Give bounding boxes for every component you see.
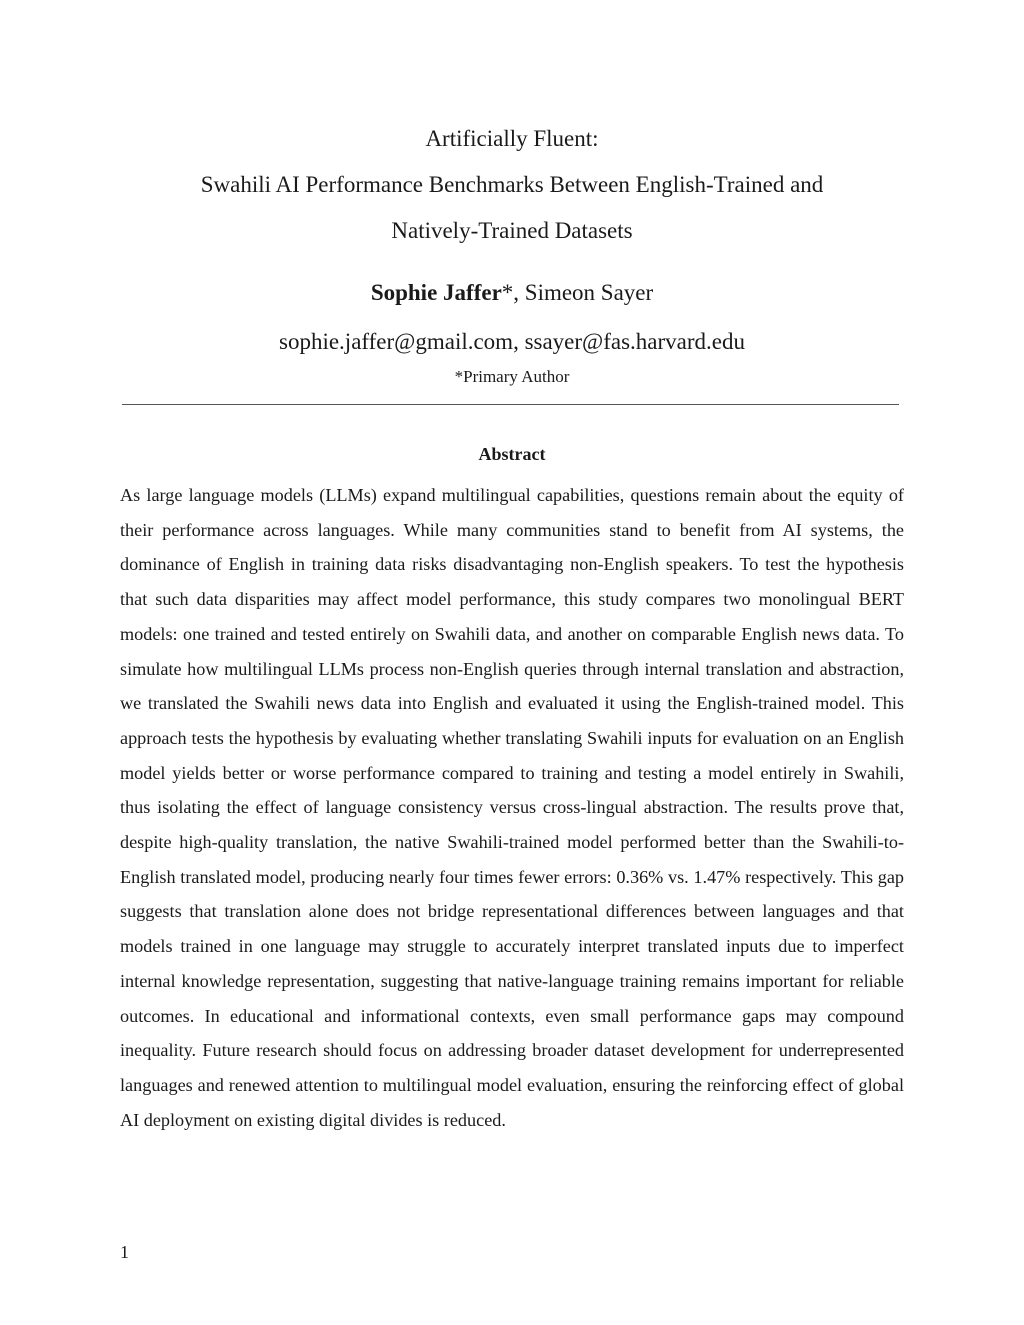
author-list	[120, 275, 904, 311]
secondary-author-name: Simeon Sayer	[524, 280, 654, 305]
title-line-3: Natively-Trained Datasets	[391, 218, 633, 243]
author-emails: sophie.jaffer@gmail.com, ssayer@fas.harvard.edu	[279, 329, 745, 354]
abstract-heading: Abstract	[478, 444, 546, 464]
primary-author-name: Sophie Jaffer	[370, 280, 502, 305]
author-separator: ,	[513, 280, 525, 305]
title-line-1: Artificially Fluent:	[425, 126, 599, 151]
primary-author-marker: *	[501, 280, 514, 305]
abstract-body: As large language models (LLMs) expand multilingual capabilities, questions remain about the equity of their performance across languages. While many communities stand to benefit from AI systems, the dominance of English in training data risks disadvantaging non-English speakers. To test the hypothesis that such data disparities may affect model performance, this study compares two monolingual BERT models: one trained and tested entirely on Swahili data, and another on comparable English news data. To simulate how multilingual LLMs process non-English queries through internal translation and abstraction, we translated the Swahili news data into English and evaluated it using the English-trained model. This approach tests the hypothesis by evaluating whether translating Swahili inputs for evaluation on an English model yields better or worse performance compared to training and testing a model entirely in Swahili, thus isolating the effect of language consistency versus cross-lingual abstraction. The results prove that, despite high-quality translation, the native Swahili-trained model performed better than the Swahili-to-English translated model, producing nearly four times fewer errors: 0.36% vs. 1.47% respectively. This gap suggests that translation alone does not bridge representational differences between languages and that models trained in one language may struggle to accurately interpret translated inputs due to imperfect internal knowledge representation, suggesting that native-language training remains important for reliable outcomes. In educational and informational contexts, even small performance gaps may compound inequality. Future research should focus on addressing broader dataset development for underrepresented languages and renewed attention to multilingual model evaluation, ensuring the reinforcing effect of global AI deployment on existing digital divides is reduced.	[120, 485, 904, 1130]
paper-title	[120, 116, 904, 254]
page-number: 1	[120, 1242, 129, 1262]
primary-author-note: *Primary Author	[454, 367, 570, 386]
header-divider	[122, 404, 899, 405]
title-line-2: Swahili AI Performance Benchmarks Between English-Trained and	[200, 172, 824, 197]
